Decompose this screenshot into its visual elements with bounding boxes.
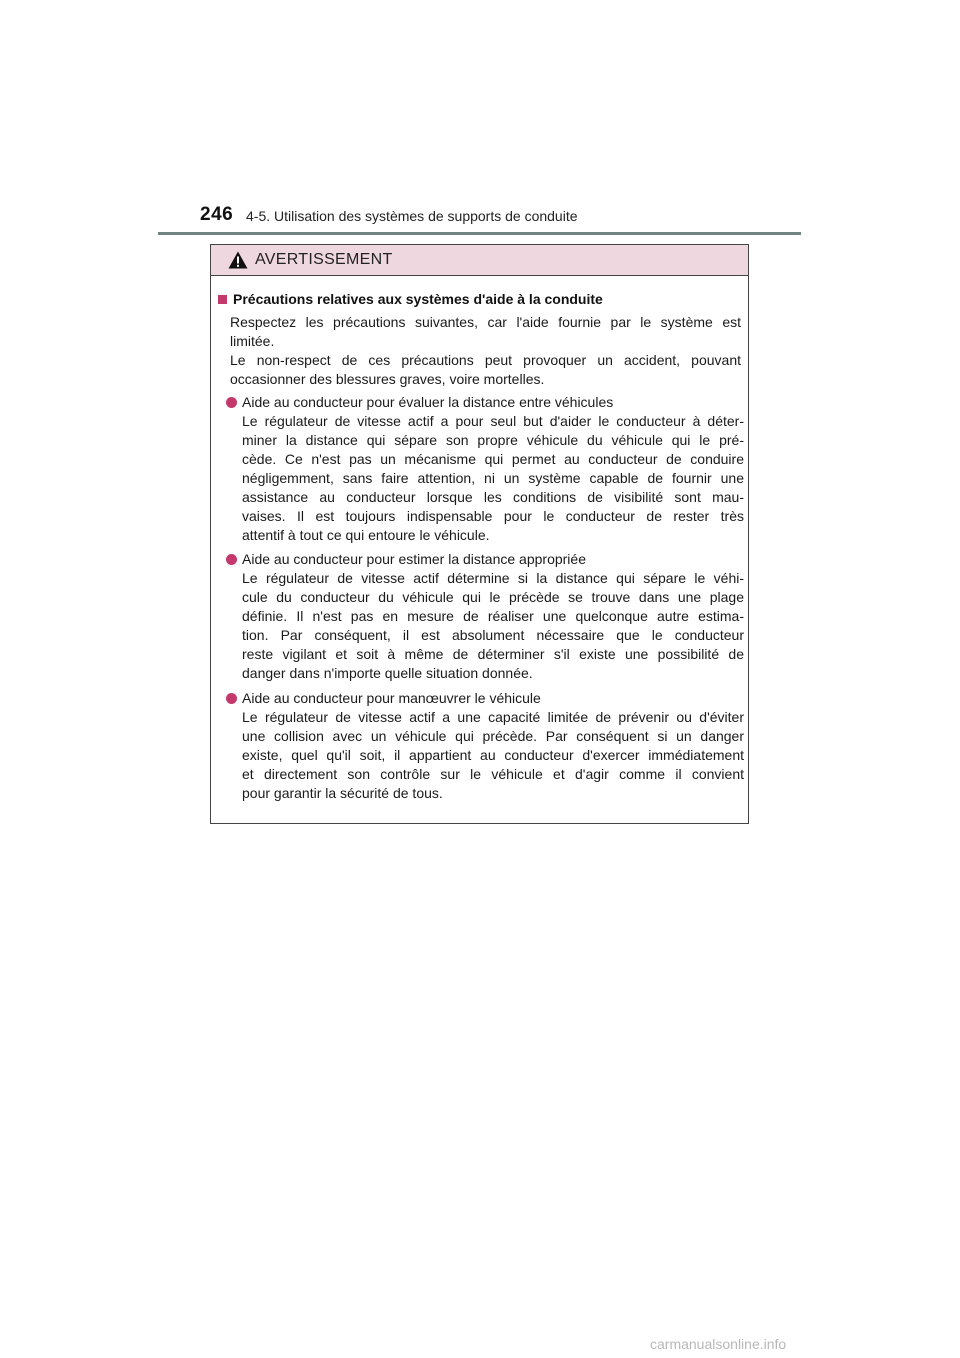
item-line: existe, quel qu'il soit, il appartient au conducteur d'exercer immédiatement — [242, 747, 744, 763]
item-line: assistance au conducteur lorsque les conditions de visibilité sont mau- — [242, 489, 744, 505]
item-line: négligemment, sans faire attention, ni un système capable de fournir une — [242, 470, 744, 486]
item-line: une collision avec un véhicule qui précède. Par conséquent si un danger — [242, 728, 744, 744]
item-line: cule du conducteur du véhicule qui le précède se trouve dans une plage — [242, 589, 744, 605]
section-heading-text: Précautions relatives aux systèmes d'aide à la conduite — [233, 291, 603, 307]
warning-title: AVERTISSEMENT — [255, 251, 393, 268]
item-line: pour garantir la sécurité de tous. — [242, 785, 443, 801]
intro-line: Respectez les précautions suivantes, car l'aide fournie par le système est — [230, 314, 741, 330]
item-text — [242, 708, 744, 803]
warning-triangle-icon — [228, 251, 248, 269]
item-line: attentif à tout ce qui entoure le véhicule. — [242, 527, 490, 543]
item-title: Aide au conducteur pour évaluer la distance entre véhicules — [242, 394, 614, 410]
item-line: Le régulateur de vitesse actif détermine si la distance qui sépare le véhi- — [242, 570, 744, 586]
section-title: 4-5. Utilisation des systèmes de supports de conduite — [246, 208, 578, 224]
item-line: Le régulateur de vitesse actif a une capacité limitée de prévenir ou d'éviter — [242, 709, 744, 725]
page-number: 246 — [200, 204, 234, 225]
item-line: miner la distance qui sépare son propre véhicule du véhicule qui le pré- — [242, 432, 744, 448]
item-line: définie. Il n'est pas en mesure de réaliser une quelconque autre estima- — [242, 608, 744, 624]
item-line: vaises. Il est toujours indispensable pour le conducteur de rester très — [242, 508, 744, 524]
item-text — [242, 412, 744, 545]
item-line: tion. Par conséquent, il est absolument nécessaire que le conducteur — [242, 627, 744, 643]
item-text — [242, 569, 744, 683]
intro-line: limitée. — [230, 333, 275, 349]
item-line: cède. Ce n'est pas un mécanisme qui permet au conducteur de conduire — [242, 451, 744, 467]
item-title: Aide au conducteur pour estimer la distance appropriée — [242, 551, 586, 567]
item-title: Aide au conducteur pour manœuvrer le véhicule — [242, 690, 541, 706]
watermark: carmanualsonline.info — [650, 1336, 787, 1352]
warning-box — [210, 244, 749, 824]
intro-line: occasionner des blessures graves, voire mortelles. — [230, 371, 545, 387]
item-line: danger dans n'importe quelle situation donnée. — [242, 665, 533, 681]
intro-paragraph — [230, 313, 741, 389]
item-line: et directement son contrôle sur le véhicule et d'agir comme il convient — [242, 766, 744, 782]
round-bullet-icon — [226, 693, 237, 704]
square-bullet-icon — [218, 295, 227, 304]
page-header — [200, 204, 800, 234]
section-heading — [218, 290, 738, 309]
intro-line: Le non-respect de ces précautions peut provoquer un accident, pouvant — [230, 352, 741, 368]
round-bullet-icon — [226, 554, 237, 565]
item-line: Le régulateur de vitesse actif a pour seul but d'aider le conducteur à déter- — [242, 413, 744, 429]
warning-header — [211, 245, 748, 276]
header-divider — [158, 232, 801, 235]
round-bullet-icon — [226, 397, 237, 408]
item-line: reste vigilant et soit à même de déterminer s'il existe une possibilité de — [242, 646, 744, 662]
